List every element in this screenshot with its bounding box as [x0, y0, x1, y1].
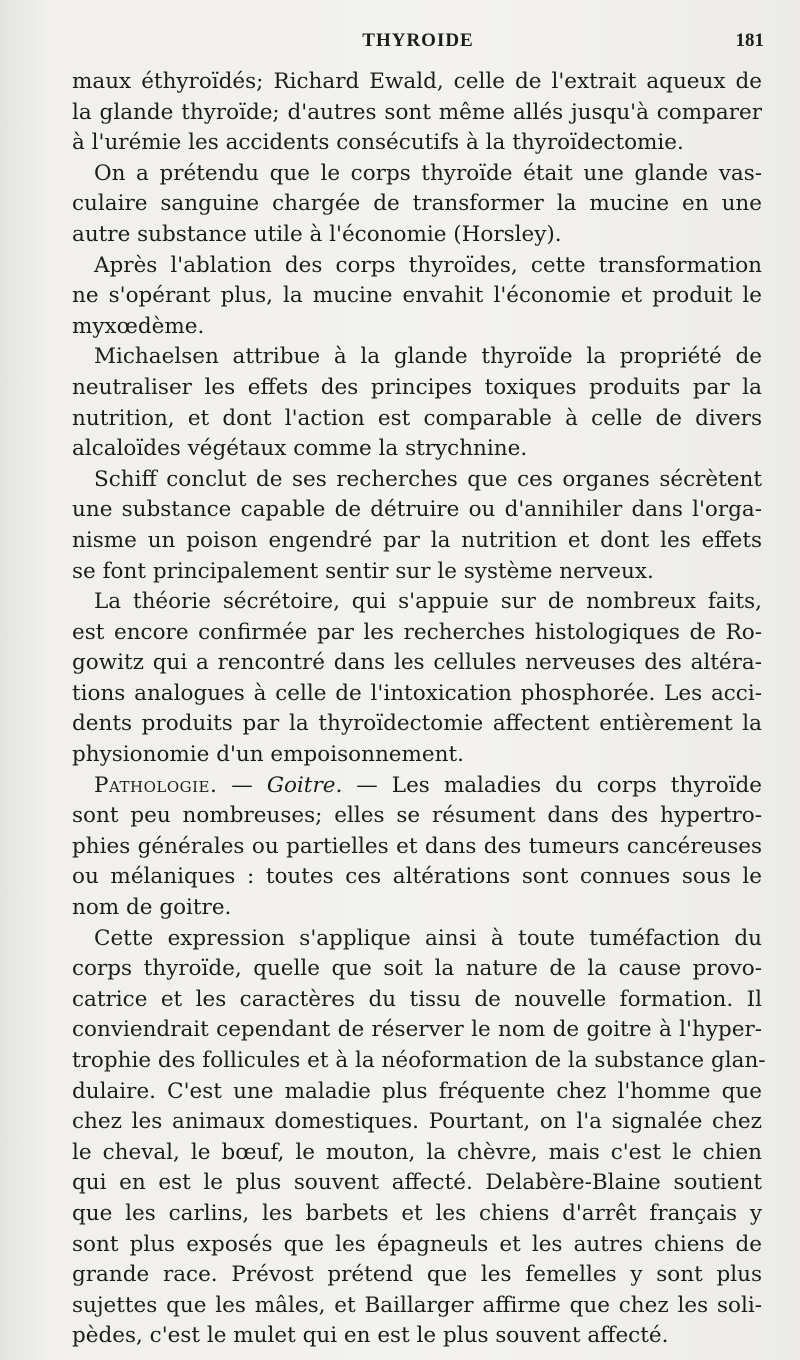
text-line: conviendrait cependant de réserver le nom de goitre à l'hyper- [72, 1017, 762, 1043]
section-heading: Pathologie. [94, 772, 218, 798]
text-line: gowitz qui a rencontré dans les cellules nerveuses des altéra- [72, 650, 762, 676]
text-line: la glande thyroïde; d'autres sont même allés jusqu'à comparer [72, 99, 762, 125]
text-line: Après l'ablation des corps thyroïdes, cette transformation [94, 252, 762, 278]
text-line: ne s'opérant plus, la mucine envahit l'économie et produit le [72, 283, 762, 309]
text-line: alcaloïdes végétaux comme la strychnine. [72, 436, 528, 462]
text-line: grande race. Prévost prétend que les femelles y sont plus [72, 1262, 762, 1288]
text-line: neutraliser les effets des principes toxiques produits par la [72, 374, 762, 400]
heading-dash: — [342, 772, 392, 798]
page-number: 181 [735, 30, 764, 51]
text-line: se font principalement sentir sur le système nerveux. [72, 558, 654, 584]
running-title: THYROIDE [362, 30, 474, 51]
text-line: On a prétendu que le corps thyroïde était une glande vas- [94, 160, 762, 186]
text-line: tions analogues à celle de l'intoxication phosphorée. Les acci- [72, 680, 762, 706]
body-text [72, 67, 766, 1352]
text-line: myxœdème. [72, 313, 205, 339]
section-heading-line [72, 771, 762, 802]
text-line: maux éthyroïdés; Richard Ewald, celle de l'extrait aqueux de [72, 69, 762, 94]
text-line: La théorie sécrétoire, qui s'appuie sur de nombreux faits, [94, 589, 762, 615]
text-line: une substance capable de détruire ou d'annihiler dans l'orga- [72, 497, 762, 523]
text-line: Schiff conclut de ses recherches que ces organes sécrètent [94, 466, 762, 492]
text-line: sujettes que les mâles, et Baillarger affirme que chez les soli- [72, 1292, 762, 1318]
heading-dash: — [217, 772, 267, 798]
text-line: est encore confirmée par les recherches histologiques de Ro- [72, 619, 762, 645]
section-subheading: Goitre. [266, 772, 343, 798]
running-header [72, 30, 764, 60]
text-line: sont plus exposés que les épagneuls et les autres chiens de [72, 1231, 762, 1257]
text-line: chez les animaux domestiques. Pourtant, on l'a signalée chez [72, 1109, 762, 1135]
text-line: catrice et les caractères du tissu de nouvelle formation. Il [72, 986, 762, 1012]
text-line: autre substance utile à l'économie (Horsley). [72, 221, 562, 247]
text-line: qui en est le plus souvent affecté. Delabère-Blaine soutient [72, 1170, 762, 1196]
text-line: dulaire. C'est une maladie plus fréquente chez l'homme que [72, 1078, 762, 1104]
text-line: nisme un poison engendré par la nutrition et dont les effets [72, 527, 762, 553]
text-line: phies générales ou partielles et dans des tumeurs cancéreuses [72, 833, 762, 859]
text-line: dents produits par la thyroïdectomie affectent entièrement la [72, 711, 762, 737]
text-line: que les carlins, les barbets et les chiens d'arrêt français y [72, 1200, 762, 1226]
text-line: corps thyroïde, quelle que soit la nature de la cause provo- [72, 956, 762, 982]
text-run: Les maladies du corps thyroïde [391, 772, 762, 798]
text-line: pèdes, c'est le mulet qui en est le plus souvent affecté. [72, 1323, 669, 1349]
text-line: physionomie d'un empoisonnement. [72, 742, 464, 768]
text-line: Cette expression s'applique ainsi à toute tuméfaction du [94, 925, 762, 951]
text-line: nom de goitre. [72, 895, 232, 921]
text-line: le cheval, le bœuf, le mouton, la chèvre, mais c'est le chien [72, 1139, 762, 1165]
text-line: culaire sanguine chargée de transformer la mucine en une [72, 191, 762, 217]
text-line: trophie des follicules et à la néoformation de la substance glan- [72, 1048, 766, 1073]
text-line: à l'urémie les accidents consécutifs à la thyroïdectomie. [72, 130, 684, 156]
text-line: Michaelsen attribue à la glande thyroïde la propriété de [94, 344, 762, 370]
text-line: nutrition, et dont l'action est comparable à celle de divers [72, 405, 762, 431]
text-line: ou mélaniques : toutes ces altérations sont connues sous le [72, 864, 762, 890]
text-line: sont peu nombreuses; elles se résument dans des hypertro- [72, 803, 762, 829]
